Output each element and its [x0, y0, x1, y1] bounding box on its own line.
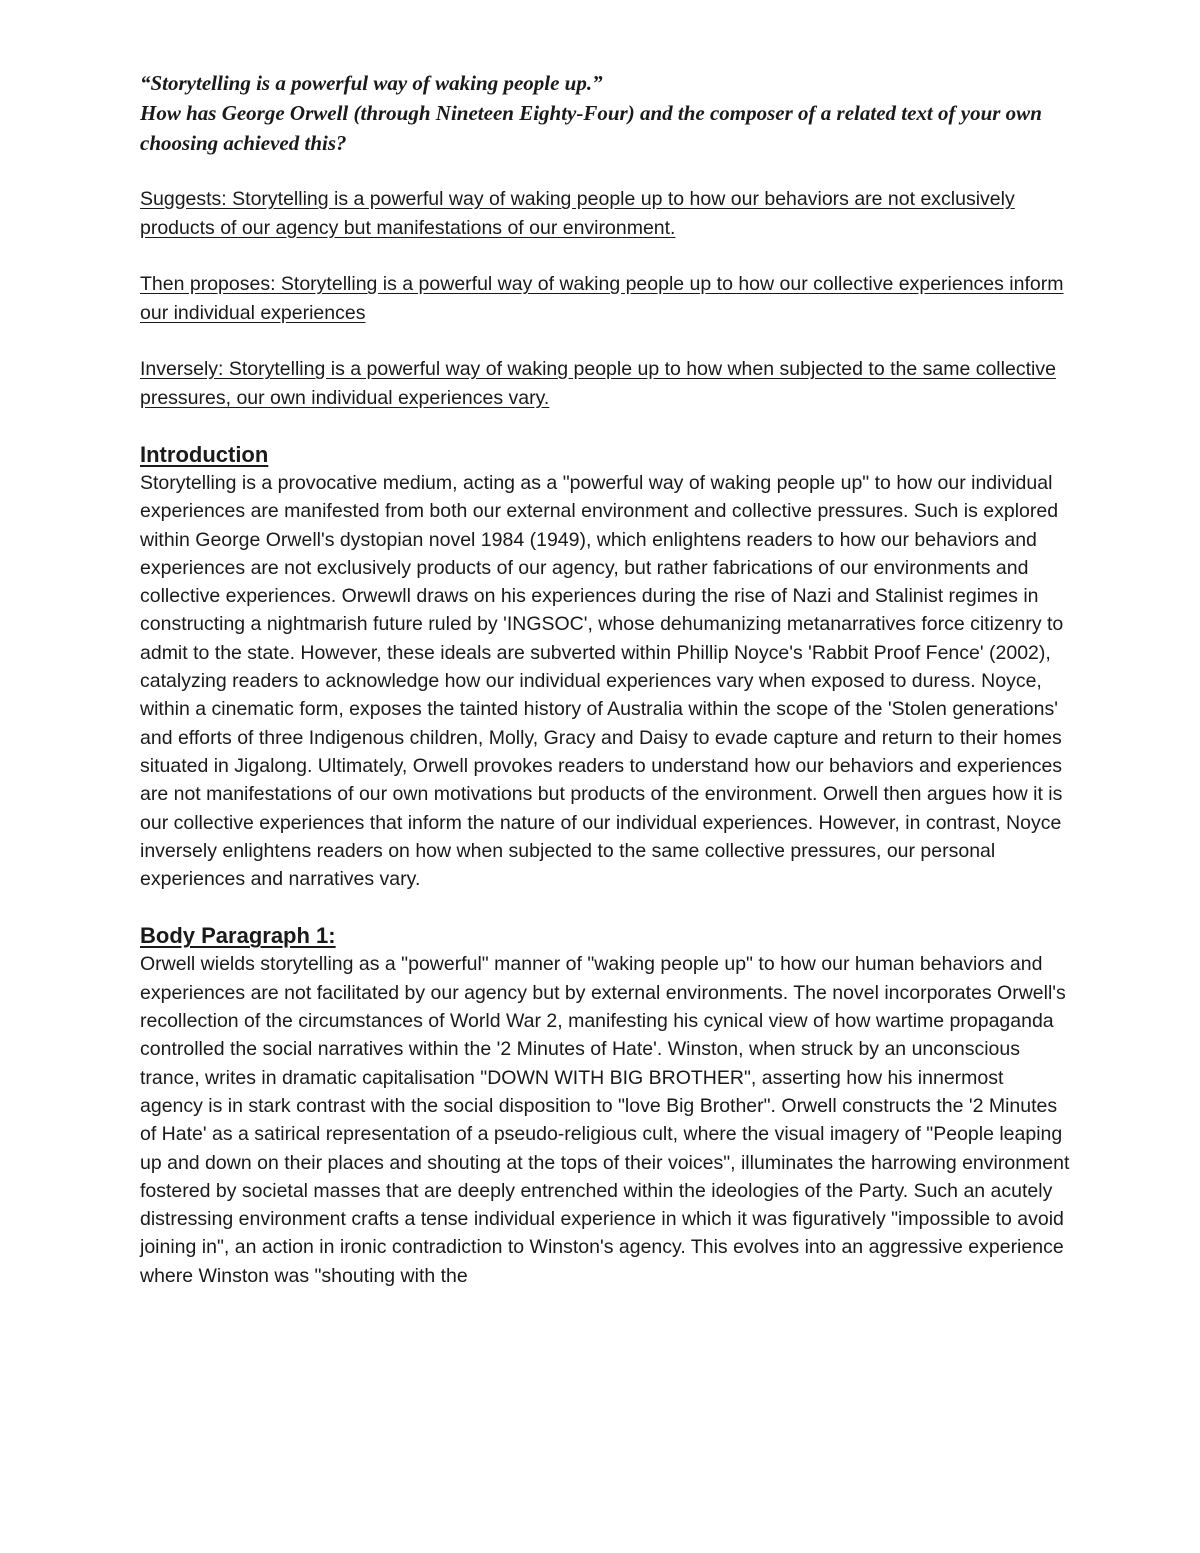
essay-question-quote: “Storytelling is a powerful way of waking people up.” — [140, 71, 603, 95]
introduction-heading: Introduction — [140, 442, 269, 467]
spacer — [140, 158, 1070, 185]
thesis-inversely: Inversely: Storytelling is a powerful way of waking people up to how when subjected to the same collective pressures, our own individual experiences vary. — [140, 358, 1056, 409]
essay-question-prompt: How has George Orwell (through Nineteen Eighty-Four) and the composer of a related text of your own choosing achieved this? — [140, 101, 1042, 155]
introduction-paragraph: Storytelling is a provocative medium, acting as a "powerful way of waking people up" to how our individual experiences are manifested from both our external environment and collective pressures. Such is explored within George Orwell's dystopian novel 1984 (1949), which enlightens readers to how our behaviors and experiences are not exclusively products of our agency, but rather fabrications of our environments and collective experiences. Orwewll draws on his experiences during the rise of Nazi and Stalinist regimes in constructing a nightmarish future ruled by 'INGSOC', whose dehumanizing metanarratives force citizenry to admit to the state. However, these ideals are subverted within Phillip Noyce's 'Rabbit Proof Fence' (2002), catalyzing readers to acknowledge how our individual experiences vary when exposed to duress. Noyce, within a cinematic form, exposes the tainted history of Australia within the scope of the 'Stolen generations' and efforts of three Indigenous children, Molly, Gracy and Daisy to evade capture and return to their homes situated in Jigalong. Ultimately, Orwell provokes readers to understand how our behaviors and experiences are not manifestations of our own motivations but products of the environment. Orwell then argues how it is our collective experiences that inform the nature of our individual experiences. However, in contrast, Noyce inversely enlightens readers on how when subjected to the same collective pressures, our personal experiences and narratives vary. — [140, 472, 1064, 891]
body-paragraph-1-heading: Body Paragraph 1: — [140, 923, 336, 949]
document-page — [140, 68, 1070, 1290]
spacer — [140, 893, 1070, 921]
thesis-proposes: Then proposes: Storytelling is a powerful way of waking people up to how our collective experiences inform our individual experiences — [140, 273, 1064, 324]
spacer — [140, 327, 1070, 355]
spacer — [140, 242, 1070, 270]
thesis-suggests: Suggests: Storytelling is a powerful way of waking people up to how our behaviors are not exclusively products of our agency but manifestations of our environment. — [140, 188, 1015, 239]
spacer — [140, 412, 1070, 440]
body-paragraph-1-text: Orwell wields storytelling as a "powerful" manner of "waking people up" to how our human behaviors and experiences are not facilitated by our agency but by external environments. The novel incorporates Orwell's recollection of the circumstances of World War 2, manifesting his cynical view of how wartime propaganda controlled the social narratives within the '2 Minutes of Hate'. Winston, when struck by an unconscious trance, writes in dramatic capitalisation "DOWN WITH BIG BROTHER", asserting how his innermost agency is in stark contrast with the social disposition to "love Big Brother". Orwell constructs the '2 Minutes of Hate' as a satirical representation of a pseudo-religious cult, where the visual imagery of "People leaping up and down on their places and shouting at the tops of their voices", illuminates the harrowing environment fostered by societal masses that are deeply entrenched within the ideologies of the Party. Such an acutely distressing environment crafts a tense individual experience in which it was figuratively "impossible to avoid joining in", an action in ironic contradiction to Winston's agency. This evolves into an aggressive experience where Winston was "shouting with the — [140, 953, 1070, 1287]
